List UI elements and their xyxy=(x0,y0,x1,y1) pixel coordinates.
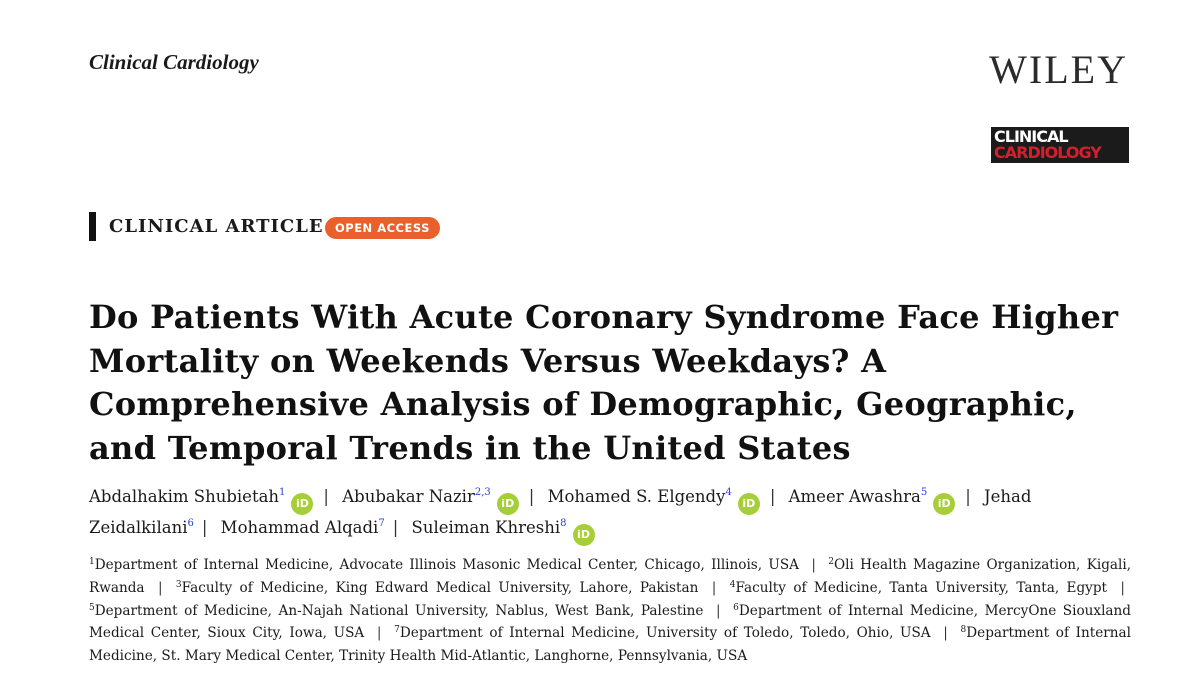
author-affiliation-ref[interactable]: 7 xyxy=(378,518,385,529)
author-affiliation-ref[interactable]: 5 xyxy=(920,487,928,498)
affiliation-number: 4 xyxy=(729,579,736,590)
author xyxy=(411,518,597,541)
orcid-icon[interactable]: iD xyxy=(497,493,519,515)
author-affiliation-ref[interactable]: 6 xyxy=(187,518,194,529)
affiliation-text: Department of Internal Medicine, Advocate Illinois Masonic Medical Center, Chicago, Illinois, USA xyxy=(94,557,800,573)
affiliation-text: Department of Internal Medicine, MercyOne Siouxland Medical Center, Sioux City, Iowa, USA xyxy=(89,602,1131,642)
affiliation-separator: | xyxy=(711,579,717,596)
affiliation-separator: | xyxy=(1120,579,1125,596)
author-affiliation-ref[interactable]: 8 xyxy=(560,518,567,529)
affiliation-number: 7 xyxy=(394,625,400,636)
author xyxy=(788,487,958,510)
author-separator: | xyxy=(528,487,535,506)
orcid-icon[interactable]: iD xyxy=(291,493,313,515)
author xyxy=(547,487,762,510)
author-affiliation-ref[interactable]: 4 xyxy=(725,487,732,498)
orcid-icon[interactable]: iD xyxy=(573,524,595,546)
affiliation-number: 3 xyxy=(175,579,182,590)
author-name[interactable]: Abdalhakim Shubietah xyxy=(89,487,280,506)
publisher-logo: WILEY xyxy=(989,47,1128,92)
journal-name: Clinical Cardiology xyxy=(89,50,259,74)
journal-logo-line1: CLINICAL xyxy=(994,127,1068,146)
affiliations xyxy=(89,554,1131,668)
author xyxy=(342,487,521,510)
author-name[interactable]: Jehad Zeidalkilani xyxy=(89,487,1032,537)
affiliation-item xyxy=(394,625,931,641)
affiliation-text: Department of Internal Medicine, St. Mary Medical Center, Trinity Health Mid-Atlantic, Langhorne, Pennsylvania, USA xyxy=(89,625,1131,665)
author-separator: | xyxy=(323,487,329,506)
author-affiliation-ref[interactable]: 1 xyxy=(279,487,286,498)
affiliation-separator: | xyxy=(376,625,382,642)
author-name[interactable]: Mohamed S. Elgendy xyxy=(547,487,726,506)
author-separator: | xyxy=(392,518,399,537)
article-title: Do Patients With Acute Coronary Syndrome Face Higher Mortality on Weekends Versus Weekdays? A Comprehensive Analysis of Demographic, Geographic, and Temporal Trends in the United States xyxy=(89,298,1119,467)
affiliation-item xyxy=(89,557,799,573)
author-separator: | xyxy=(965,487,971,506)
author-separator: | xyxy=(769,487,776,506)
author-name[interactable]: Ameer Awashra xyxy=(788,487,921,506)
article-type-bar xyxy=(89,212,96,241)
affiliation-item xyxy=(89,603,703,619)
orcid-icon[interactable]: iD xyxy=(738,493,760,515)
orcid-icon[interactable]: iD xyxy=(933,493,955,515)
journal-logo-line2: CARDIOLOGY xyxy=(994,143,1101,162)
affiliation-text: Department of Internal Medicine, University of Toledo, Toledo, Ohio, USA xyxy=(399,625,931,642)
journal-logo xyxy=(991,127,1129,163)
author-name[interactable]: Abubakar Nazir xyxy=(342,487,475,506)
affiliation-number: 6 xyxy=(733,602,739,613)
affiliation-number: 5 xyxy=(89,602,95,613)
affiliation-separator: | xyxy=(157,579,163,596)
affiliation-text: Faculty of Medicine, Tanta University, Tanta, Egypt xyxy=(735,579,1107,596)
affiliation-item xyxy=(176,580,698,596)
affiliation-text: Oli Health Magazine Organization, Kigali, Rwanda xyxy=(89,557,1132,596)
author-affiliation-ref[interactable]: 2,3 xyxy=(474,487,491,498)
author-list xyxy=(89,484,1129,546)
affiliation-item xyxy=(730,580,1107,596)
affiliation-number: 2 xyxy=(828,557,834,567)
author xyxy=(221,518,385,537)
author-name[interactable]: Mohammad Alqadi xyxy=(220,518,379,537)
affiliation-separator: | xyxy=(716,602,721,619)
affiliation-text: Department of Medicine, An-Najah National University, Nablus, West Bank, Palestine xyxy=(94,602,704,619)
author xyxy=(89,487,315,510)
affiliation-separator: | xyxy=(811,557,816,573)
affiliation-text: Faculty of Medicine, King Edward Medical University, Lahore, Pakistan xyxy=(181,579,699,596)
affiliation-separator: | xyxy=(943,625,948,642)
affiliation-number: 1 xyxy=(89,557,95,567)
open-access-badge[interactable]: OPEN ACCESS xyxy=(325,217,440,239)
affiliation-number: 8 xyxy=(960,625,967,636)
author-name[interactable]: Suleiman Khreshi xyxy=(411,518,561,537)
author-separator: | xyxy=(201,518,208,537)
article-type: CLINICAL ARTICLE xyxy=(109,216,324,237)
